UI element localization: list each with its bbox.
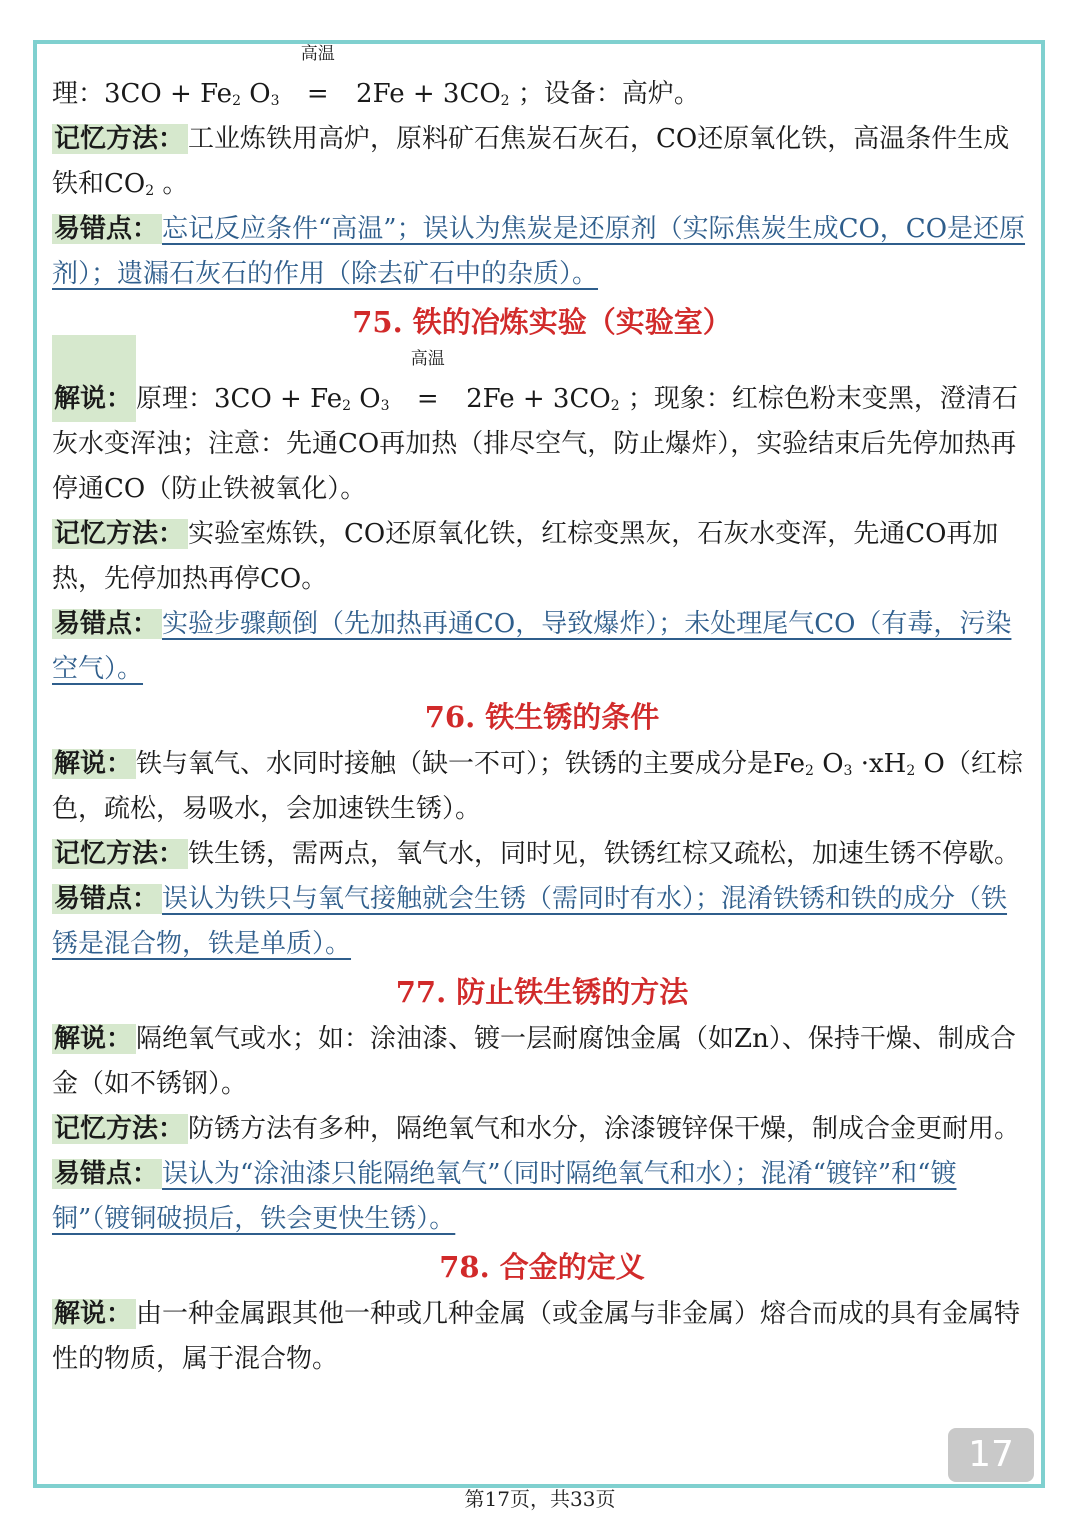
memory-label: 记忆方法： (52, 519, 188, 549)
memory-method-76: 记忆方法： 铁生锈，需两点，氧气水，同时见，铁锈红棕又疏松，加速生锈不停歇。 (54, 839, 1021, 869)
memory-method-74: 记忆方法： 工业炼铁用高炉，原料矿石焦炭石灰石，CO还原氧化铁，高温条件生成铁和$CO_2$ 。 (52, 124, 1010, 199)
explain-label: 解说： (52, 749, 136, 779)
error-label: 易错点： (52, 214, 162, 244)
page-footer: 第17页，共33页 (464, 1487, 616, 1511)
reaction-line: 理：$3CO + Fe_2$ $O_3$ 高温 = $2Fe + 3CO_2$ ；设备：高炉。 (52, 72, 1032, 117)
error-point-76 (52, 877, 1032, 967)
memory-label: 记忆方法： (52, 1114, 188, 1144)
explain-label: 解说： (52, 1024, 136, 1054)
explain-78: 解说： 由一种金属跟其他一种或几种金属（或金属与非金属）熔合而成的具有金属特性的物质，属于混合物。 (52, 1299, 1021, 1374)
error-point-75 (52, 602, 1032, 692)
reaction-equals: 高温 = (300, 44, 335, 109)
document-body (52, 44, 1032, 1382)
error-text: 忘记反应条件“高温”；误认为焦炭是还原剂（实际焦炭生成CO，CO是还原剂）；遗漏石灰石的作用（除去矿石中的杂质）。 (52, 214, 1026, 289)
error-text: 误认为“涂油漆只能隔绝氧气”（同时隔绝氧气和水）；混淆“镀锌”和“镀铜”（镀铜破损后，铁会更快生锈）。 (52, 1159, 957, 1234)
explain-77: 解说： 隔绝氧气或水；如：涂油漆、镀一层耐腐蚀金属（如Zn）、保持干燥、制成合金（如不锈钢）。 (52, 1024, 1016, 1099)
error-label: 易错点： (52, 609, 162, 639)
error-point-77 (52, 1152, 1032, 1242)
memory-label: 记忆方法： (52, 839, 188, 869)
reaction-condition: 高温 (410, 349, 445, 369)
explain-label: 解说： (52, 1299, 136, 1329)
section-heading-75: 75. 铁的冶炼实验（实验室） (352, 305, 732, 339)
memory-method-77: 记忆方法： 防锈方法有多种，隔绝氧气和水分，涂漆镀锌保干燥，制成合金更耐用。 (54, 1114, 1021, 1144)
page-number-badge: 17 (948, 1428, 1034, 1482)
error-text: 实验步骤颠倒（先加热再通CO，导致爆炸）；未处理尾气CO（有毒，污染空气）。 (52, 609, 1012, 684)
reaction-condition: 高温 (300, 44, 335, 64)
explain-label: 解说： (52, 335, 136, 422)
section-heading-76: 76. 铁生锈的条件 (424, 700, 660, 734)
error-label: 易错点： (52, 1159, 162, 1189)
section-heading-78: 78. 合金的定义 (439, 1250, 645, 1284)
error-text: 误认为铁只与氧气接触就会生锈（需同时有水）；混淆铁锈和铁的成分（铁锈是混合物，铁是单质）。 (52, 884, 1008, 959)
memory-label: 记忆方法： (52, 124, 188, 154)
error-label: 易错点： (52, 884, 162, 914)
explain-75: 解说： 原理：$3CO + Fe_2$ $O_3$ 高温 = $2Fe + 3CO_2$ ；现象：红棕色粉末变黑，澄清石灰水变浑浊；注意：先通CO再加热（排尽空气，防止爆炸），实验结束后先停加热再停通CO（防止铁被氧化）。 (52, 377, 1032, 512)
reaction-equals: 高温 = (410, 349, 445, 414)
explain-76: 解说： 铁与氧气、水同时接触（缺一不可）；铁锈的主要成分是$Fe_2$ $O_3 \cdot xH_2$ O（红棕色，疏松，易吸水，会加速铁生锈）。 (52, 749, 1023, 824)
section-heading-77: 77. 防止铁生锈的方法 (395, 975, 689, 1009)
memory-method-75: 记忆方法： 实验室炼铁，CO还原氧化铁，红棕变黑灰，石灰水变浑，先通CO再加热，先停加热再停CO。 (52, 519, 999, 594)
error-point-74 (52, 207, 1032, 297)
